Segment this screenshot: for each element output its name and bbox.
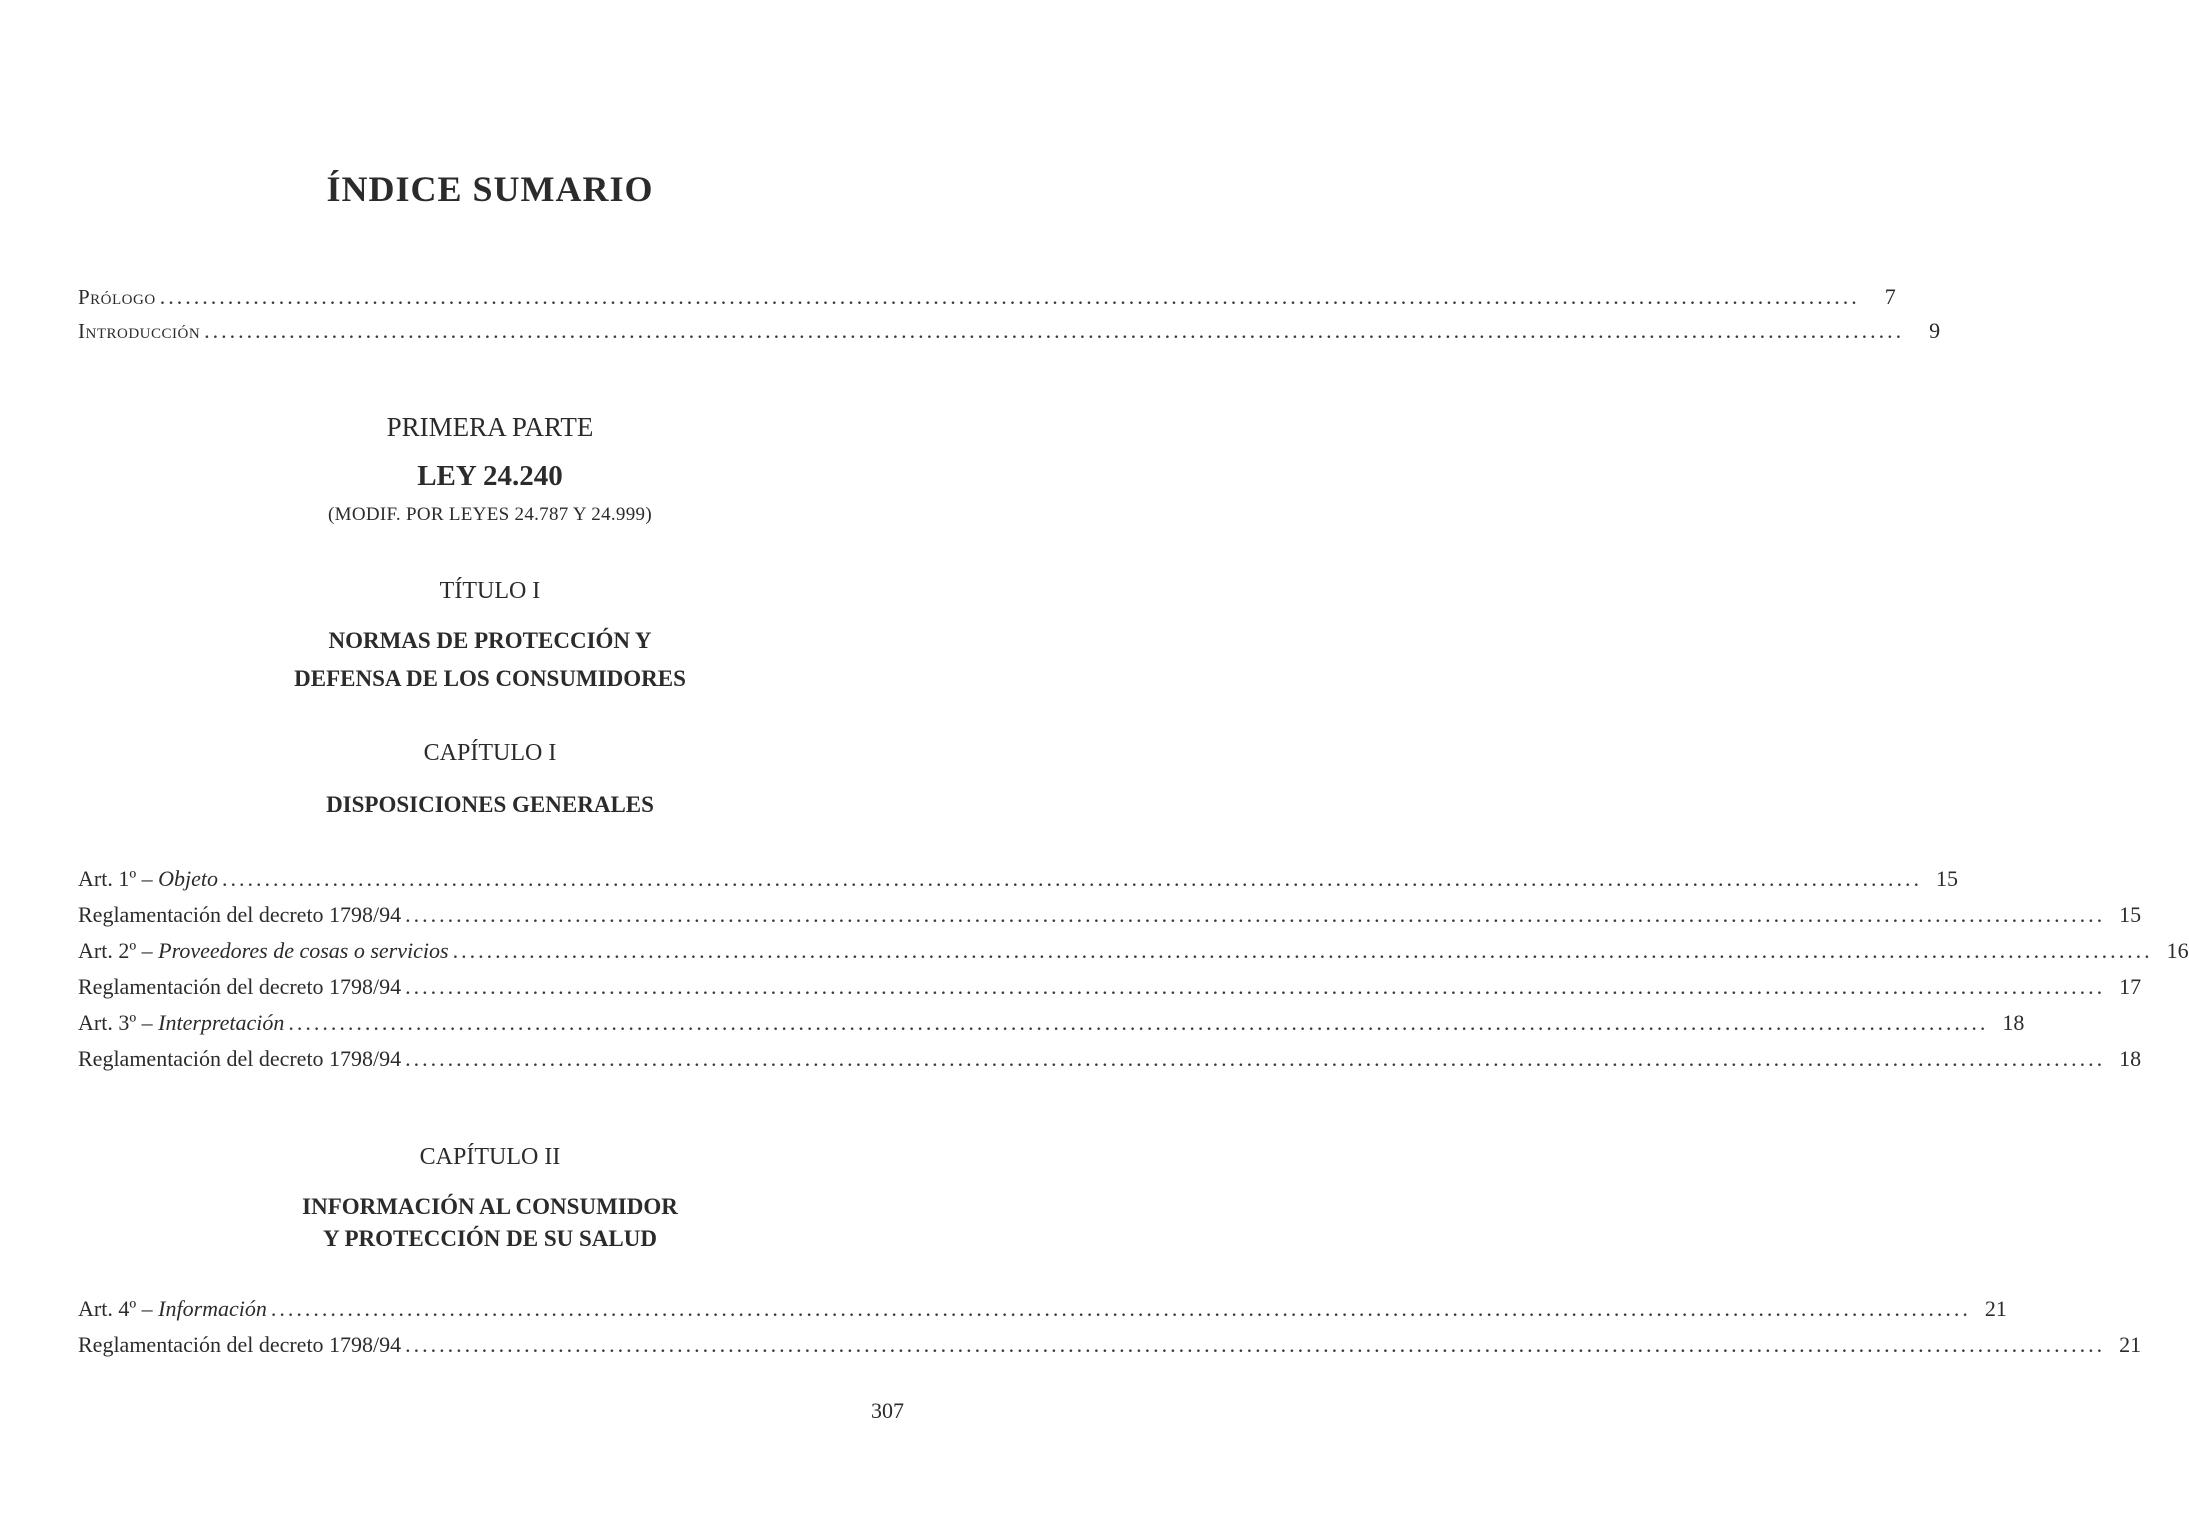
toc-entry-prefix: Art. 3º –: [78, 1010, 159, 1035]
titulo-heading: TÍTULO I: [439, 578, 541, 604]
toc-entry-italic: Información: [158, 1296, 267, 1321]
chapter-2-subtitle-line-1: INFORMACIÓN AL CONSUMIDOR: [302, 1194, 678, 1219]
dot-leader: ........................................................................................................................................................................................................: [270, 1296, 1971, 1321]
toc-entry-prefix: Art. 4º –: [78, 1296, 159, 1321]
dot-leader: ........................................................................................................................................................................................................: [288, 1010, 1989, 1035]
toc-entry-prefix: Reglamentación del decreto 1798/94: [78, 1046, 402, 1071]
toc-entry-art-3: [78, 1006, 2025, 1040]
toc-page-number: 9: [1929, 318, 1941, 343]
toc-entry-prefix: Reglamentación del decreto 1798/94: [78, 1332, 402, 1357]
toc-entry-prefix: Reglamentación del decreto 1798/94: [78, 974, 402, 999]
toc-page-number: 21: [2119, 1332, 2142, 1357]
toc-entry-label: [78, 934, 449, 968]
toc-entry-reglamentacion: [78, 1328, 2142, 1362]
part-heading: PRIMERA PARTE: [386, 412, 594, 442]
dot-leader: ........................................................................................................................................................................................................: [405, 1046, 2106, 1071]
toc-page-number: 21: [1984, 1296, 2007, 1321]
toc-entry-label: [78, 1328, 401, 1362]
toc-entry-label: [78, 1042, 401, 1076]
toc-entry-prefix: Reglamentación del decreto 1798/94: [78, 902, 402, 927]
toc-entry-italic: Interpretación: [158, 1010, 285, 1035]
dot-leader: ........................................................................................................................................................................................................: [159, 284, 1860, 309]
titulo-subtitle-line-1: NORMAS DE PROTECCIÓN Y: [328, 628, 652, 653]
law-title: LEY 24.240: [417, 460, 563, 492]
toc-page-number: 7: [1884, 284, 1896, 309]
toc-entry-reglamentacion: [78, 970, 2142, 1004]
toc-entry-label: [78, 970, 401, 1004]
toc-entry-art-2: [78, 934, 2189, 968]
toc-entry-label: [78, 1006, 284, 1040]
chapter-1-heading: CAPÍTULO I: [423, 740, 557, 766]
toc-entry-label: [78, 898, 401, 932]
page-title: ÍNDICE SUMARIO: [326, 169, 654, 209]
toc-entry-prefix: Art. 1º –: [78, 866, 159, 891]
toc-entry-reglamentacion: [78, 1042, 2142, 1076]
dot-leader: ........................................................................................................................................................................................................: [452, 938, 2153, 963]
toc-entry-label: [78, 862, 218, 896]
dot-leader: ........................................................................................................................................................................................................: [222, 866, 1923, 891]
toc-entry-prologo: [78, 280, 1896, 314]
chapter-2-subtitle-line-2: Y PROTECCIÓN DE SU SALUD: [323, 1226, 657, 1251]
toc-page-number: 18: [2119, 1046, 2142, 1071]
toc-entry-italic: Objeto: [158, 866, 219, 891]
toc-entry-italic: Proveedores de cosas o servicios: [158, 938, 449, 963]
toc-entry-label: Introducción: [78, 319, 201, 343]
dot-leader: ........................................................................................................................................................................................................: [405, 1332, 2106, 1357]
titulo-subtitle-line-2: DEFENSA DE LOS CONSUMIDORES: [294, 666, 686, 691]
chapter-1-subtitle: DISPOSICIONES GENERALES: [326, 792, 654, 817]
toc-entry-art-4: [78, 1292, 2007, 1326]
toc-entry-label: Prólogo: [78, 285, 156, 309]
law-modification-note: (MODIF. POR LEYES 24.787 Y 24.999): [328, 504, 652, 525]
toc-page-number: 15: [2119, 902, 2142, 927]
page-number: 307: [871, 1398, 904, 1423]
toc-page-number: 17: [2119, 974, 2142, 999]
toc-entry-art-1: [78, 862, 1959, 896]
dot-leader: ........................................................................................................................................................................................................: [405, 974, 2106, 999]
chapter-2-heading: CAPÍTULO II: [419, 1144, 561, 1170]
dot-leader: ........................................................................................................................................................................................................: [204, 318, 1905, 343]
toc-entry-prefix: Art. 2º –: [78, 938, 159, 963]
toc-page-number: 18: [2002, 1010, 2025, 1035]
toc-entry-introduccion: [78, 314, 1941, 348]
toc-page-number: 16: [2166, 938, 2189, 963]
toc-entry-reglamentacion: [78, 898, 2142, 932]
toc-entry-label: [78, 1292, 267, 1326]
dot-leader: ........................................................................................................................................................................................................: [405, 902, 2106, 927]
toc-page-number: 15: [1936, 866, 1959, 891]
